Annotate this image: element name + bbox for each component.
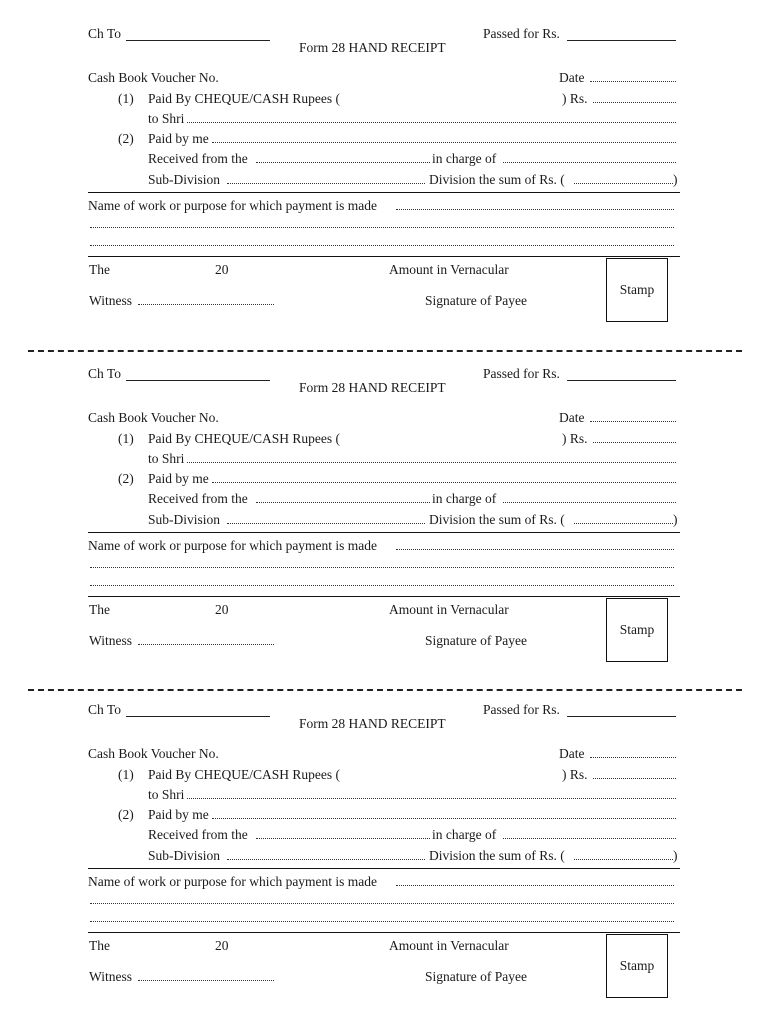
amount-vernacular-label: Amount in Vernacular [389,938,509,953]
ch-to-field[interactable] [126,716,270,717]
division-sum-label: Division the sum of Rs. ( [429,172,565,187]
date-field[interactable] [590,757,676,758]
in-charge-of-label: in charge of [432,827,497,842]
stamp-box [606,258,668,322]
cash-book-voucher-label: Cash Book Voucher No. [88,70,219,85]
close-paren: ) [673,172,678,187]
in-charge-of-field[interactable] [503,502,676,503]
form-title: Form 28 HAND RECEIPT [299,716,446,731]
section-divider [88,596,680,597]
paid-by-me-field[interactable] [212,142,676,143]
sub-division-label: Sub-Division [148,172,221,187]
date-field[interactable] [590,421,676,422]
to-shri-field[interactable] [187,122,676,123]
form-title: Form 28 HAND RECEIPT [299,40,446,55]
witness-field[interactable] [138,644,274,645]
item-number-2: (2) [118,807,134,822]
item-number-1: (1) [118,767,134,782]
to-shri-field[interactable] [187,462,676,463]
sub-division-field[interactable] [227,523,425,524]
witness-label: Witness [89,969,132,984]
section-divider [88,532,680,533]
ch-to-label: Ch To [88,26,121,41]
witness-field[interactable] [138,980,274,981]
rupees-amount-field[interactable] [593,442,676,443]
ch-to-label: Ch To [88,366,121,381]
division-sum-field[interactable] [574,859,673,860]
in-charge-of-label: in charge of [432,491,497,506]
stamp-box [606,934,668,998]
received-from-label: Received from the [148,827,248,842]
paid-by-me-label: Paid by me [148,471,209,486]
signature-payee-label: Signature of Payee [425,293,527,308]
ch-to-field[interactable] [126,40,270,41]
to-shri-label: to Shri [148,787,185,802]
in-charge-of-field[interactable] [503,162,676,163]
form-title: Form 28 HAND RECEIPT [299,380,446,395]
hand-receipt-form-3 [0,676,768,1006]
name-of-work-field[interactable] [396,885,674,886]
date-label: Date [559,746,585,761]
in-charge-of-field[interactable] [503,838,676,839]
stamp-box [606,598,668,662]
close-paren: ) [673,848,678,863]
paid-by-me-field[interactable] [212,818,676,819]
passed-for-field[interactable] [567,380,676,381]
rupees-amount-field[interactable] [593,778,676,779]
passed-for-label: Passed for Rs. [483,366,560,381]
item-number-2: (2) [118,471,134,486]
name-of-work-line-3[interactable] [90,585,674,586]
passed-for-field[interactable] [567,40,676,41]
division-sum-label: Division the sum of Rs. ( [429,512,565,527]
signature-payee-label: Signature of Payee [425,969,527,984]
section-divider [88,932,680,933]
hand-receipt-form-2 [0,340,768,670]
name-of-work-line-2[interactable] [90,567,674,568]
section-divider [88,868,680,869]
paid-by-cheque-label: Paid By CHEQUE/CASH Rupees ( [148,431,340,446]
date-label: Date [559,410,585,425]
name-of-work-field[interactable] [396,549,674,550]
to-shri-label: to Shri [148,111,185,126]
rupees-amount-field[interactable] [593,102,676,103]
to-shri-field[interactable] [187,798,676,799]
year-prefix: 20 [215,938,229,953]
received-from-field[interactable] [256,162,430,163]
paid-by-cheque-label: Paid By CHEQUE/CASH Rupees ( [148,767,340,782]
date-label: Date [559,70,585,85]
witness-label: Witness [89,633,132,648]
in-charge-of-label: in charge of [432,151,497,166]
received-from-field[interactable] [256,502,430,503]
sub-division-label: Sub-Division [148,848,221,863]
cash-book-voucher-label: Cash Book Voucher No. [88,410,219,425]
sub-division-label: Sub-Division [148,512,221,527]
paid-by-me-field[interactable] [212,482,676,483]
division-sum-field[interactable] [574,523,673,524]
to-shri-label: to Shri [148,451,185,466]
division-sum-label: Division the sum of Rs. ( [429,848,565,863]
the-label: The [89,262,110,277]
passed-for-field[interactable] [567,716,676,717]
stamp-label: Stamp [619,622,655,637]
rs-label: ) Rs. [562,431,588,446]
item-number-1: (1) [118,431,134,446]
name-of-work-line-2[interactable] [90,903,674,904]
witness-field[interactable] [138,304,274,305]
item-number-2: (2) [118,131,134,146]
item-number-1: (1) [118,91,134,106]
the-label: The [89,938,110,953]
section-divider [88,256,680,257]
amount-vernacular-label: Amount in Vernacular [389,262,509,277]
signature-payee-label: Signature of Payee [425,633,527,648]
year-prefix: 20 [215,262,229,277]
witness-label: Witness [89,293,132,308]
cut-line [28,689,742,691]
name-of-work-line-3[interactable] [90,245,674,246]
paid-by-me-label: Paid by me [148,807,209,822]
sub-division-field[interactable] [227,183,425,184]
year-prefix: 20 [215,602,229,617]
paid-by-me-label: Paid by me [148,131,209,146]
stamp-label: Stamp [619,282,655,297]
name-of-work-label: Name of work or purpose for which payment is made [88,198,378,213]
date-field[interactable] [590,81,676,82]
passed-for-label: Passed for Rs. [483,26,560,41]
hand-receipt-form-1 [0,0,768,330]
paid-by-cheque-label: Paid By CHEQUE/CASH Rupees ( [148,91,340,106]
name-of-work-line-2[interactable] [90,227,674,228]
sub-division-field[interactable] [227,859,425,860]
name-of-work-label: Name of work or purpose for which payment is made [88,538,378,553]
section-divider [88,192,680,193]
cash-book-voucher-label: Cash Book Voucher No. [88,746,219,761]
name-of-work-line-3[interactable] [90,921,674,922]
received-from-field[interactable] [256,838,430,839]
the-label: The [89,602,110,617]
received-from-label: Received from the [148,151,248,166]
passed-for-label: Passed for Rs. [483,702,560,717]
amount-vernacular-label: Amount in Vernacular [389,602,509,617]
ch-to-label: Ch To [88,702,121,717]
ch-to-field[interactable] [126,380,270,381]
cut-line [28,350,742,352]
rs-label: ) Rs. [562,767,588,782]
division-sum-field[interactable] [574,183,673,184]
rs-label: ) Rs. [562,91,588,106]
stamp-label: Stamp [619,958,655,973]
close-paren: ) [673,512,678,527]
name-of-work-label: Name of work or purpose for which payment is made [88,874,378,889]
name-of-work-field[interactable] [396,209,674,210]
received-from-label: Received from the [148,491,248,506]
